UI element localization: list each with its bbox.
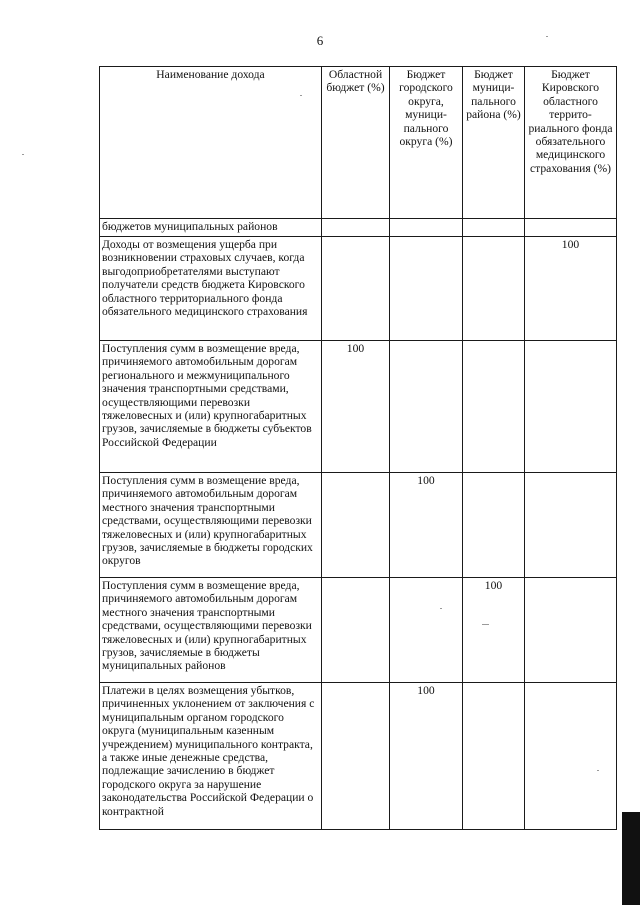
row-value-regional: 100 <box>322 341 390 473</box>
row-value-regional <box>322 683 390 830</box>
row-value-medical-fund <box>525 219 617 237</box>
scan-speck <box>440 608 442 609</box>
scan-speck <box>22 154 24 155</box>
table-row <box>100 578 617 683</box>
row-income-name: Доходы от возмещения ущерба при возникновении страховых случаев, когда выгодоприобретателями выступают получатели средств бюджета Кировского областного территориального фонда обязательного медицинского страхования <box>100 237 322 341</box>
row-value-medical-fund <box>525 341 617 473</box>
scan-speck <box>482 624 489 625</box>
row-income-name: Поступления сумм в возмещение вреда, причиняемого автомобильным дорогам регионального и межмуниципального значения транспортными средствами, осуществляющими перевозки тяжеловесных и (или) крупногабаритных грузов, зачисляемые в бюджеты субъектов Российской Федерации <box>100 341 322 473</box>
table-row <box>100 237 617 341</box>
row-income-name: Поступления сумм в возмещение вреда, причиняемого автомобильным дорогам местного значения транспортными средствами, осуществляющими перевозки тяжеловесных и (или) крупногабаритных грузов, зачисляемые в бюджеты городских округов <box>100 473 322 578</box>
row-income-name: Поступления сумм в возмещение вреда, причиняемого автомобильным дорогам местного значения транспортными средствами, осуществляющими перевозки тяжеловесных и (или) крупногабаритных грузов, зачисляемые в бюджеты муниципальных районов <box>100 578 322 683</box>
row-value-municipal-district <box>463 237 525 341</box>
row-value-municipal-district: 100 <box>463 578 525 683</box>
row-value-medical-fund: 100 <box>525 237 617 341</box>
row-value-medical-fund <box>525 473 617 578</box>
row-value-medical-fund <box>525 683 617 830</box>
table-header-row <box>100 67 617 219</box>
row-value-city-district <box>390 578 463 683</box>
row-value-city-district: 100 <box>390 473 463 578</box>
page-number: 6 <box>316 33 324 48</box>
row-value-city-district <box>390 237 463 341</box>
column-header-medical-insurance-fund-budget: Бюджет Кировского областного террито-риального фонда обязательного медицинского страхования (%) <box>525 67 617 219</box>
row-value-city-district: 100 <box>390 683 463 830</box>
income-distribution-table <box>99 66 617 830</box>
row-value-municipal-district <box>463 473 525 578</box>
scan-edge-bar <box>622 812 640 905</box>
row-value-regional <box>322 237 390 341</box>
row-value-regional <box>322 473 390 578</box>
row-value-city-district <box>390 341 463 473</box>
table-row <box>100 683 617 830</box>
scan-speck <box>300 95 302 96</box>
row-value-regional <box>322 219 390 237</box>
table-row <box>100 341 617 473</box>
scan-speck <box>546 36 548 37</box>
scan-speck <box>597 770 599 771</box>
row-value-city-district <box>390 219 463 237</box>
row-value-municipal-district <box>463 341 525 473</box>
row-income-name: Платежи в целях возмещения убытков, причиненных уклонением от заключения с муниципальным органом городского округа (муниципальным казенным учреждением) муниципального контракта, а также иные денежные средства, подлежащие зачислению в бюджет городского округа за нарушение законодательства Российской Федерации о контрактной <box>100 683 322 830</box>
column-header-income-name: Наименование дохода <box>100 67 322 219</box>
row-value-municipal-district <box>463 683 525 830</box>
column-header-city-district-budget: Бюджет городского округа, муници-пального округа (%) <box>390 67 463 219</box>
column-header-regional-budget: Областной бюджет (%) <box>322 67 390 219</box>
table-row <box>100 219 617 237</box>
row-value-municipal-district <box>463 219 525 237</box>
row-value-regional <box>322 578 390 683</box>
row-value-medical-fund <box>525 578 617 683</box>
table-row <box>100 473 617 578</box>
row-income-name: бюджетов муниципальных районов <box>100 219 322 237</box>
column-header-municipal-district-budget: Бюджет муници-пального района (%) <box>463 67 525 219</box>
